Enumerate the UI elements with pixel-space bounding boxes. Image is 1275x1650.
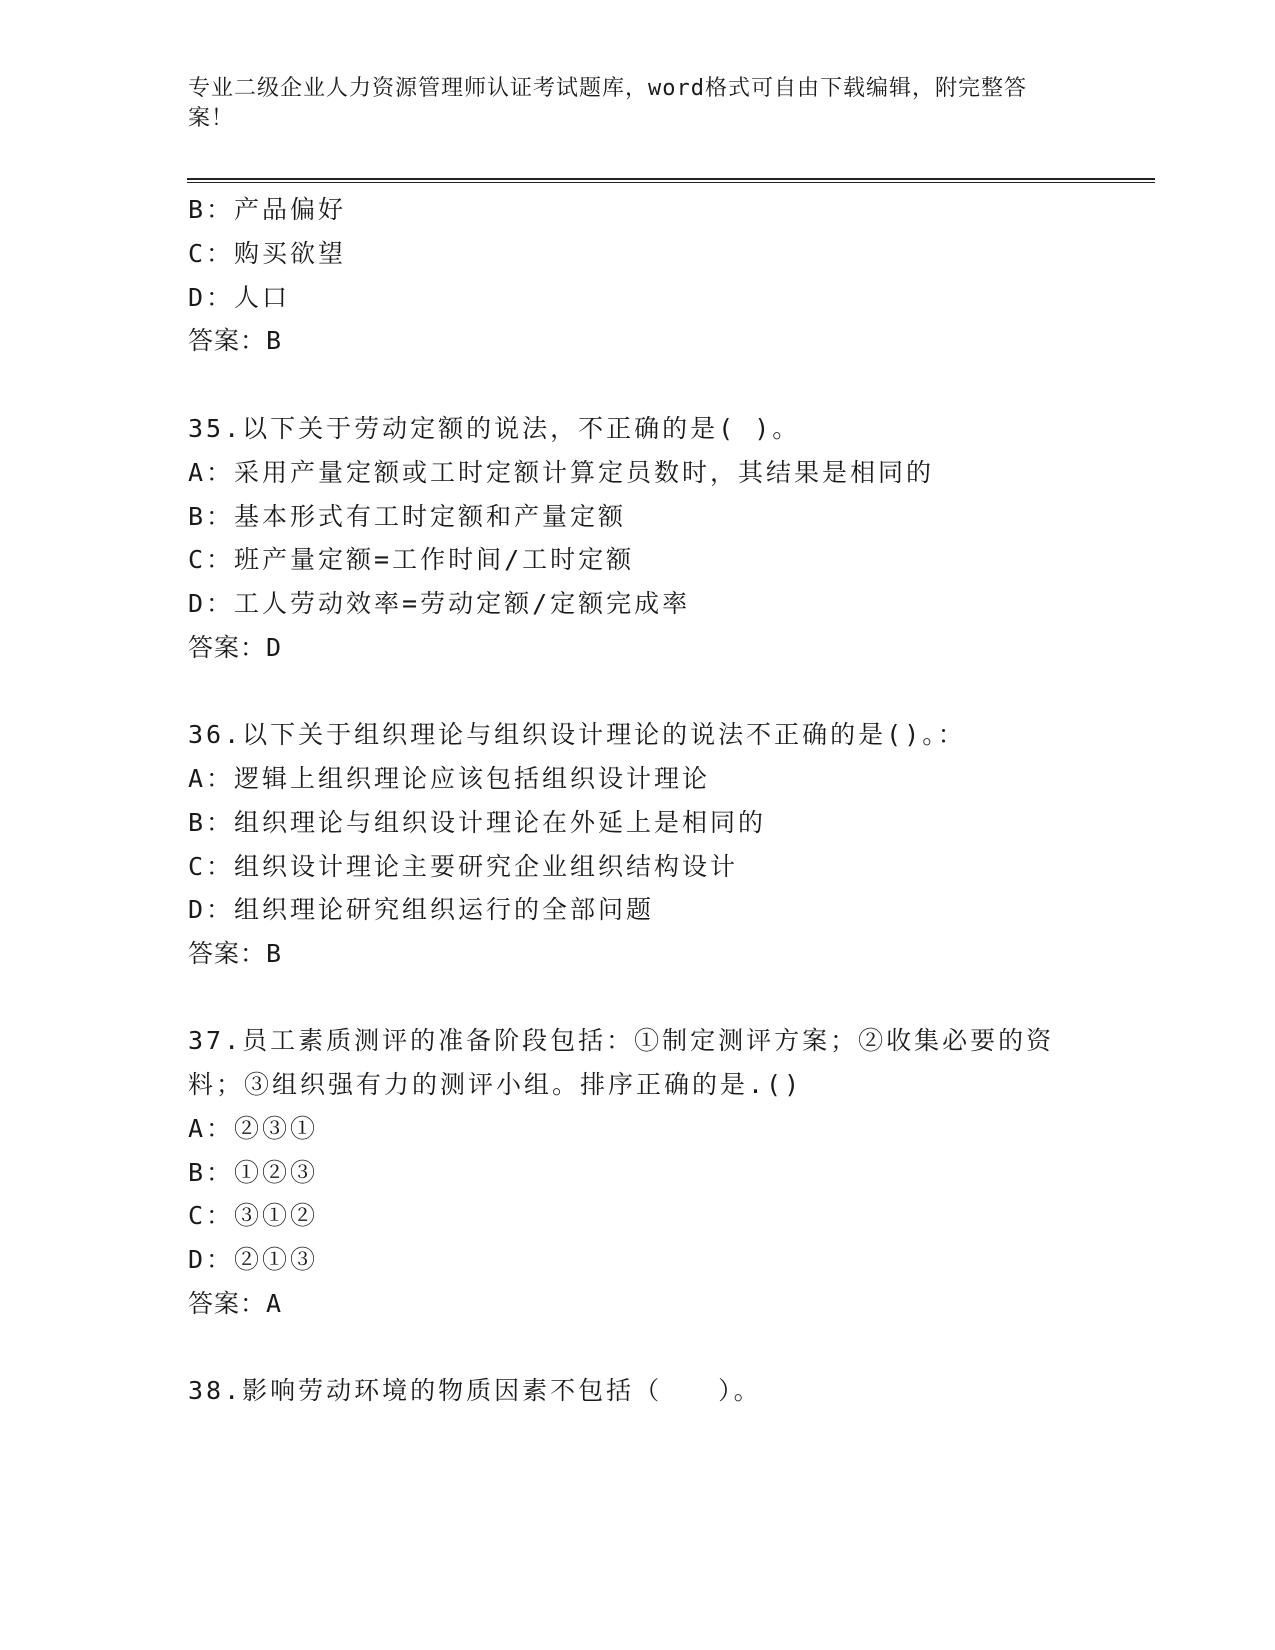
answer-line: 答案：B [188, 326, 283, 355]
question-stem: 36.以下关于组织理论与组织设计理论的说法不正确的是()。： [188, 720, 966, 749]
option-b: B：基本形式有工时定额和产量定额 [188, 502, 627, 531]
option-d: D：组织理论研究组织运行的全部问题 [188, 895, 655, 924]
option-a: A：②③① [188, 1114, 319, 1143]
option-c: C：组织设计理论主要研究企业组织结构设计 [188, 852, 739, 881]
document-header: 专业二级企业人力资源管理师认证考试题库，word格式可自由下载编辑，附完整答案！ [188, 76, 1027, 131]
option-b: B：组织理论与组织设计理论在外延上是相同的 [188, 808, 767, 837]
option-b: B：产品偏好 [188, 195, 347, 224]
answer-line: 答案：B [188, 939, 283, 968]
option-c: C：购买欲望 [188, 239, 347, 268]
option-a: A：逻辑上组织理论应该包括组织设计理论 [188, 764, 711, 793]
question-stem: 38.影响劳动环境的物质因素不包括（ ）。 [188, 1376, 762, 1405]
header-divider [187, 178, 1155, 183]
question-stem-continued: 料；③组织强有力的测评小组。排序正确的是.() [188, 1070, 803, 1099]
option-d: D：人口 [188, 283, 291, 312]
option-c: C：班产量定额=工作时间/工时定额 [188, 545, 635, 574]
answer-line: 答案：A [188, 1289, 283, 1318]
option-b: B：①②③ [188, 1158, 319, 1187]
option-c: C：③①② [188, 1201, 319, 1230]
question-stem: 37.员工素质测评的准备阶段包括：①制定测评方案；②收集必要的资 [188, 1026, 1055, 1055]
answer-line: 答案：D [188, 633, 283, 662]
option-d: D：工人劳动效率=劳动定额/定额完成率 [188, 589, 691, 618]
question-stem: 35.以下关于劳动定额的说法，不正确的是( )。 [188, 414, 801, 443]
option-a: A：采用产量定额或工时定额计算定员数时，其结果是相同的 [188, 458, 935, 487]
option-d: D：②①③ [188, 1245, 319, 1274]
